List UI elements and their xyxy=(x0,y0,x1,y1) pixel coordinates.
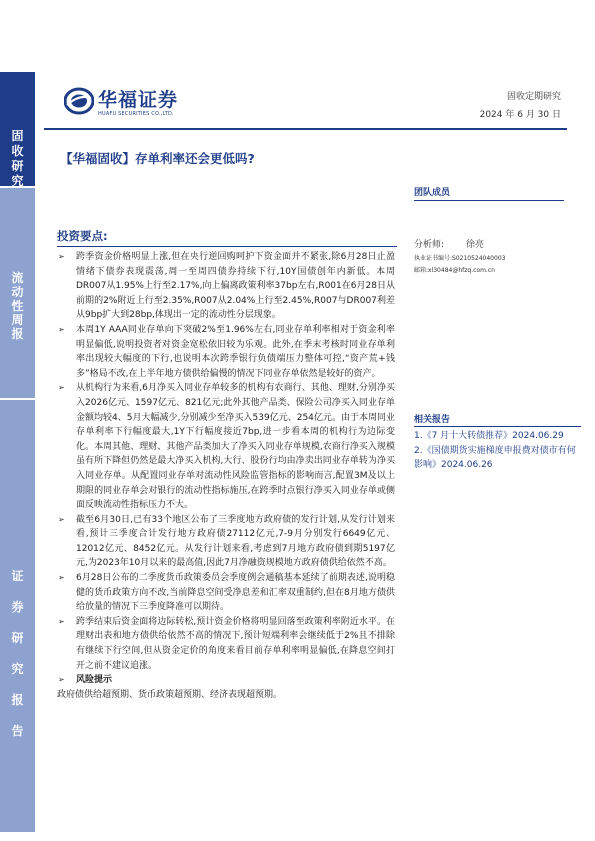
bullet-arrow-icon: ➢ xyxy=(58,573,65,583)
risk-heading-text: 风险提示 xyxy=(76,675,113,686)
bullet-text: 6月28日公布的二季度货币政策委员会季度例会通稿基本延续了前期表述,说明稳健的货币政策方向不改,当前降息空间受净息差和汇率双重制约,但在8月地方债供给放量的情况下三季度降准可以期待。 xyxy=(76,573,395,613)
analyst-label: 分析师: xyxy=(414,240,445,250)
points-heading: 投资要点: xyxy=(57,229,108,243)
main-content xyxy=(57,250,395,702)
brand-logo xyxy=(64,84,214,124)
bullet-item xyxy=(57,250,395,323)
bullet-text: 本周1Y AAA同业存单向下突破2%至1.96%左右,同业存单利率相对于资金利率明显偏低,说明投资者对资金宽松依旧较为乐观。此外,在季末考核时同业存单利率出现较大幅度的下行,也说明本次跨季银行负债端压力整体可控,“资产荒+钱多”格局不改,在上半年地方债供给偏慢的情况下同业存单依然是较好的资产。 xyxy=(76,324,395,379)
analyst-name: 徐亮 xyxy=(466,240,485,250)
analyst-email[interactable]: 邮箱:xl30484@hfzq.com.cn xyxy=(414,267,495,274)
side-block-series xyxy=(0,188,35,398)
sidebar-char: 研 xyxy=(11,159,24,173)
bullet-item xyxy=(57,513,395,571)
bullet-text: 跨季资金价格明显上涨,但在央行逆回购呵护下资金面并不紧张,除6月28日止盈情绪下债券表现震荡,周一至周四债券持续下行,10Y国债创年内新低。本周DR007从1.95%上行至2.17%,向上偏离政策利率37bp左右,R001在6月28日从前期的2%附近上行至2.35%,R007从2.04%上行至2.45%,R007与DR007利差从9bp扩大到28bp,体现出一定的流动性分层现象。 xyxy=(76,252,395,321)
bullet-text: 跨季结束后资金面将边际转松,预计资金价格将明显回落至政策利率附近水平。在理财出表和地方债供给依然不高的情况下,预计短端利率会继续低于2%且不排除有继续下行空间,但从资金定价的角度来看目前存单利率明显偏低,在降息空间打开之前不建议追涨。 xyxy=(76,616,395,671)
sidebar-char: 研 xyxy=(11,631,24,645)
brand-name-en: HUAFU SECURITIES CO.,LTD. xyxy=(98,111,174,117)
sidebar-char: 固 xyxy=(11,129,24,143)
brand-logo-icon xyxy=(64,86,94,116)
header-divider xyxy=(44,128,567,130)
related-reports xyxy=(414,429,584,473)
team-heading: 团队成员 xyxy=(414,188,451,198)
team-divider xyxy=(414,200,564,201)
sidebar-char: 周 xyxy=(11,313,24,327)
sidebar-char: 报 xyxy=(11,693,24,707)
side-block-report-type xyxy=(0,400,35,832)
risk-heading xyxy=(57,673,395,688)
report-title: 【华福固收】存单利率还会更低吗? xyxy=(60,151,255,166)
related-divider xyxy=(414,426,581,427)
analyst-info xyxy=(414,237,574,274)
sidebar-char: 报 xyxy=(11,327,24,341)
analyst-cert: 执业证书编号:S0210524040003 xyxy=(414,255,506,262)
bullet-text: 从机构行为来看,6月净买入同业存单较多的机构有农商行、其他、理财,分别净买入2026亿元、1597亿元、821亿元;此外其他产品类、保险公司净买入同业存单金额均较4、5月大幅减少,分别减少至净买入539亿元、254亿元。由于本周同业存单利率下行幅度最大,1Y下行幅度接近7bp,进一步看本周的机构行为边际变化。本周其他、理财、其他产品类加大了净买入同业存单规模,农商行净买入规模虽有所下降但仍然是最大净买入机构,大行、股份行均由净卖出同业存单转为净买入同业存单。从配置同业存单对流动性风险监管指标的影响而言,配置3M及以上期限的同业存单会对银行的流动性指标施压,在跨季时点银行净买入同业存单或侧面反映流动性指标压力不大。 xyxy=(76,383,395,511)
doc-type: 固收定期研究 xyxy=(506,92,561,102)
sidebar-char: 告 xyxy=(11,724,24,738)
bullet-arrow-icon: ➢ xyxy=(58,675,65,685)
side-block-category xyxy=(0,72,35,186)
bullet-item xyxy=(57,615,395,673)
bullet-item xyxy=(57,571,395,615)
bullet-arrow-icon: ➢ xyxy=(58,383,65,393)
risk-text: 政府债供给超预期、货币政策超预期、经济表现超预期。 xyxy=(57,689,283,700)
bullet-text: 截至6月30日,已有33个地区公布了三季度地方政府债的发行计划,从发行计划来看,预计三季度合计发行地方政府债27112亿元,7-9月分别发行6649亿元、12012亿元、8452亿元。从发行计划来看,考虑到7月地方政府债到期5197亿元,为2023年10月以来的最高值,因此7月净融资规模地方政府债供给依然不高。 xyxy=(76,514,395,569)
sidebar-char: 证 xyxy=(11,569,24,583)
bullet-arrow-icon: ➢ xyxy=(58,252,65,261)
bullet-arrow-icon: ➢ xyxy=(58,616,65,626)
sidebar-char: 究 xyxy=(11,174,24,188)
bullet-item xyxy=(57,323,395,381)
related-heading: 相关报告 xyxy=(414,415,451,425)
sidebar-char: 动 xyxy=(11,285,24,299)
bullet-item xyxy=(57,381,395,512)
sidebar-char: 流 xyxy=(11,271,24,285)
sidebar-char: 性 xyxy=(11,299,24,313)
related-report-link[interactable]: 2.《国债期货实施梯度申报费对债市有何影响》2024.06.26 xyxy=(414,445,576,471)
sidebar-char: 券 xyxy=(11,600,24,614)
doc-date: 2024 年 6 月 30 日 xyxy=(479,110,561,120)
side-bar xyxy=(0,72,35,832)
sidebar-char: 究 xyxy=(11,662,24,676)
sidebar-char: 收 xyxy=(11,144,24,158)
bullet-arrow-icon: ➢ xyxy=(58,324,65,334)
brand-name-cn: 华福证券 xyxy=(98,89,179,111)
bullet-arrow-icon: ➢ xyxy=(58,514,65,524)
related-report-link[interactable]: 1.《7 月十大转债推荐》2024.06.29 xyxy=(414,431,564,441)
points-divider xyxy=(57,246,397,247)
